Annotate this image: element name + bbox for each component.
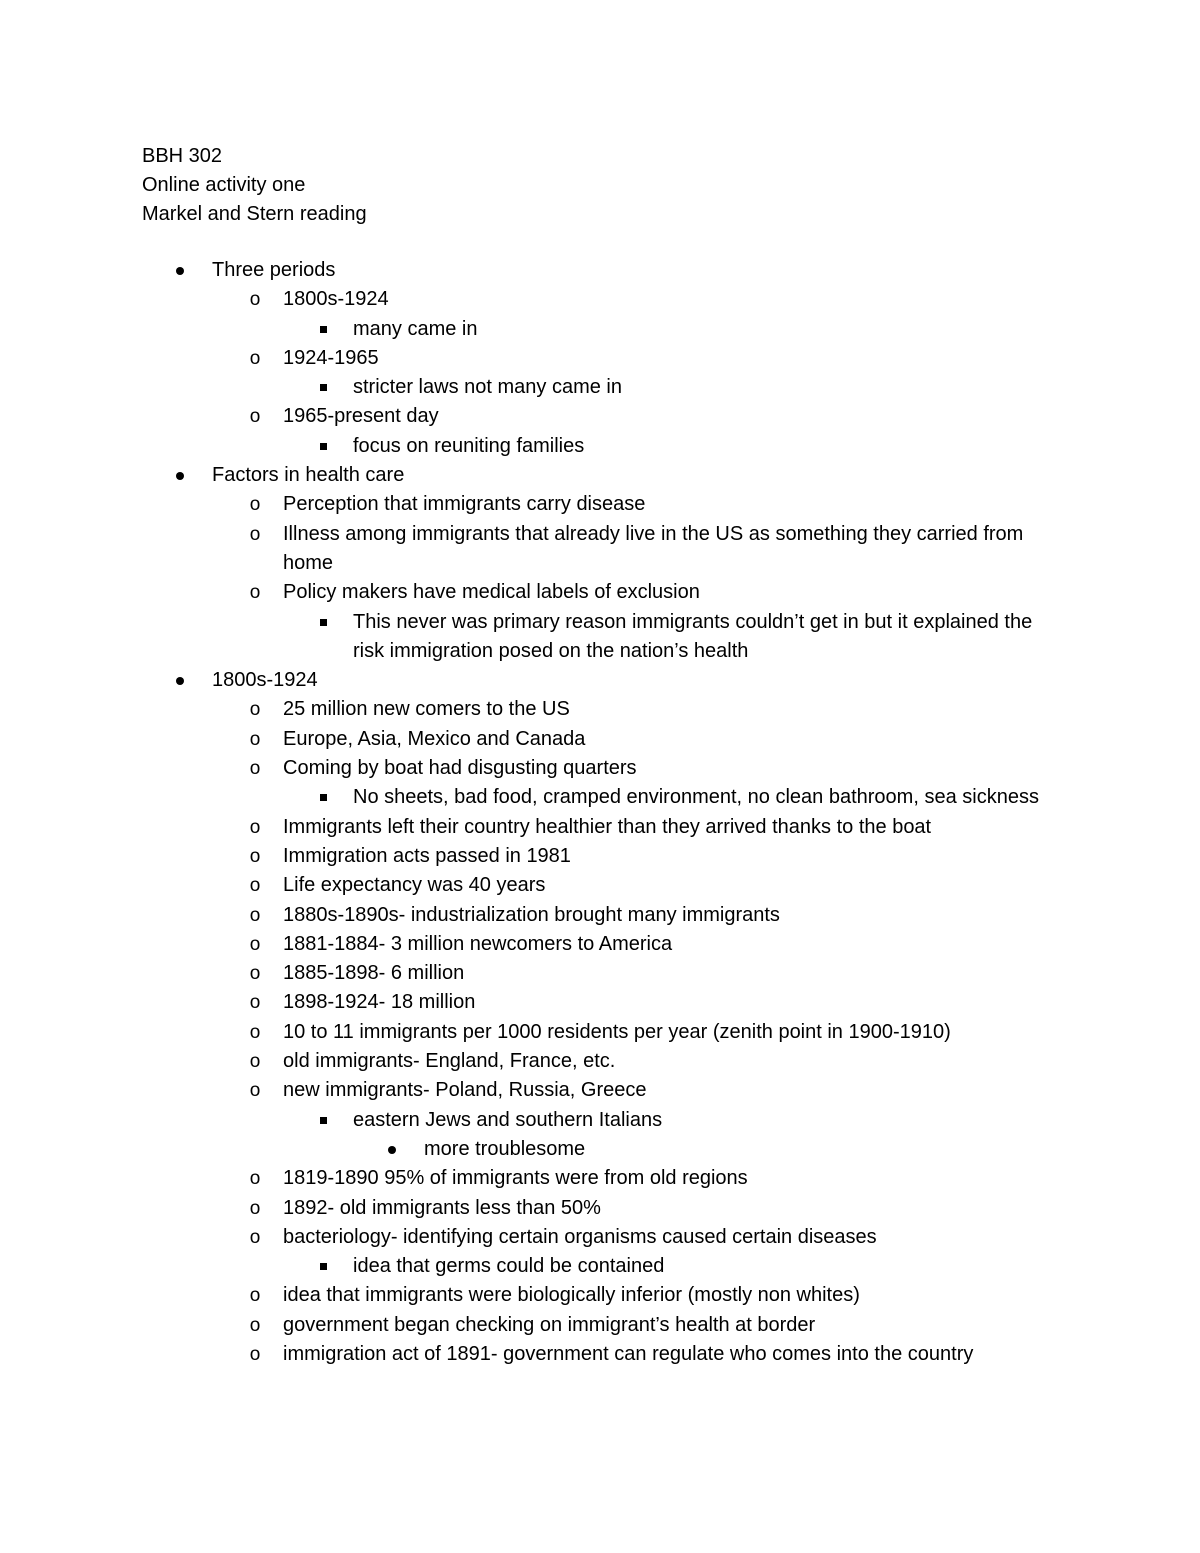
outline-item-text: Illness among immigrants that already live in the US as something they carried from home — [283, 522, 1024, 574]
outline-item-text: 1819-1890 95% of immigrants were from old regions — [283, 1167, 748, 1190]
bullet-circle-icon: o — [249, 406, 261, 428]
document-header — [142, 142, 367, 229]
outline-item-text: new immigrants- Poland, Russia, Greece — [283, 1079, 647, 1102]
outline-item-level-2 — [0, 988, 1200, 1017]
bullet-dot-icon — [172, 666, 188, 695]
outline-item-level-2 — [0, 344, 1200, 373]
outline-item-text: Coming by boat had disgusting quarters — [283, 757, 637, 780]
outline-item-text: 1965-present day — [283, 405, 439, 428]
bullet-circle-icon: o — [249, 816, 261, 838]
bullet-circle-icon: o — [249, 1051, 261, 1073]
bullet-dot-icon — [172, 461, 188, 490]
outline-item-text: 1885-1898- 6 million — [283, 962, 465, 985]
outline-item-text: 1880s-1890s- industrialization brought many immigrants — [283, 903, 780, 926]
outline-item-level-2 — [0, 813, 1200, 842]
outline-item-level-2 — [0, 1047, 1200, 1076]
outline-item-level-2 — [0, 578, 1200, 607]
outline-item-text: idea that germs could be contained — [353, 1255, 665, 1278]
outline-item-text: 1800s-1924 — [212, 669, 318, 692]
bullet-circle-icon: o — [249, 875, 261, 897]
outline-item-level-2 — [0, 959, 1200, 988]
bullet-circle-icon: o — [249, 1168, 261, 1190]
outline-item-level-2 — [0, 402, 1200, 431]
outline-item-text: Perception that immigrants carry disease — [283, 493, 646, 516]
bullet-circle-icon: o — [249, 904, 261, 926]
outline-item-text: government began checking on immigrant’s health at border — [283, 1313, 816, 1336]
outline-item-text: Immigration acts passed in 1981 — [283, 844, 571, 867]
bullet-circle-icon: o — [249, 1285, 261, 1307]
bullet-circle-icon: o — [249, 933, 261, 955]
outline-item-text: 1892- old immigrants less than 50% — [283, 1196, 601, 1219]
outline-item-level-1 — [0, 666, 1200, 695]
outline-item-level-2 — [0, 871, 1200, 900]
notes-outline — [0, 256, 1200, 1369]
bullet-dot-icon — [172, 256, 188, 285]
outline-item-text: 1800s-1924 — [283, 288, 389, 311]
bullet-circle-icon: o — [249, 758, 261, 780]
outline-item-level-2 — [0, 1018, 1200, 1047]
outline-item-level-2 — [0, 754, 1200, 783]
bullet-circle-icon: o — [249, 1197, 261, 1219]
bullet-circle-icon: o — [249, 1343, 261, 1365]
bullet-square-icon — [316, 1106, 330, 1135]
outline-item-level-2 — [0, 725, 1200, 754]
outline-item-text: Life expectancy was 40 years — [283, 874, 546, 897]
course-code: BBH 302 — [142, 145, 223, 167]
outline-item-level-2 — [0, 490, 1200, 519]
bullet-dot-icon — [384, 1135, 400, 1164]
bullet-circle-icon: o — [249, 1226, 261, 1248]
bullet-square-icon — [316, 1252, 330, 1281]
outline-item-text: old immigrants- England, France, etc. — [283, 1050, 616, 1073]
outline-item-level-3 — [0, 1252, 1200, 1281]
outline-item-text: immigration act of 1891- government can regulate who comes into the country — [283, 1342, 974, 1365]
bullet-square-icon — [316, 315, 330, 344]
outline-item-level-2 — [0, 901, 1200, 930]
bullet-circle-icon: o — [249, 963, 261, 985]
bullet-square-icon — [316, 432, 330, 461]
outline-item-text: Europe, Asia, Mexico and Canada — [283, 727, 586, 750]
outline-item-level-2 — [0, 520, 1200, 579]
bullet-circle-icon: o — [249, 523, 261, 545]
outline-item-text: focus on reuniting families — [353, 434, 585, 457]
bullet-circle-icon: o — [249, 1080, 261, 1102]
outline-item-level-1 — [0, 256, 1200, 285]
bullet-square-icon — [316, 608, 330, 637]
reading-title: Markel and Stern reading — [142, 203, 367, 225]
outline-item-text: idea that immigrants were biologically inferior (mostly non whites) — [283, 1284, 860, 1307]
outline-item-text: 1881-1884- 3 million newcomers to America — [283, 932, 673, 955]
outline-item-text: 25 million new comers to the US — [283, 698, 570, 721]
outline-item-text: No sheets, bad food, cramped environment, no clean bathroom, sea sickness — [353, 786, 1039, 809]
outline-item-text: many came in — [353, 317, 478, 340]
outline-item-text: eastern Jews and southern Italians — [353, 1108, 663, 1131]
outline-item-level-1 — [0, 461, 1200, 490]
activity-title: Online activity one — [142, 174, 306, 196]
outline-item-level-2 — [0, 1076, 1200, 1105]
outline-item-text: stricter laws not many came in — [353, 376, 622, 399]
outline-item-level-2 — [0, 1194, 1200, 1223]
outline-item-text: 1898-1924- 18 million — [283, 991, 476, 1014]
outline-item-level-2 — [0, 1281, 1200, 1310]
outline-item-level-3 — [0, 608, 1200, 667]
outline-item-level-3 — [0, 373, 1200, 402]
outline-item-level-2 — [0, 842, 1200, 871]
bullet-circle-icon: o — [249, 494, 261, 516]
bullet-circle-icon: o — [249, 347, 261, 369]
outline-item-level-3 — [0, 1106, 1200, 1135]
outline-item-text: Immigrants left their country healthier than they arrived thanks to the boat — [283, 815, 932, 838]
outline-item-text: Policy makers have medical labels of exclusion — [283, 581, 700, 604]
outline-item-level-2 — [0, 1164, 1200, 1193]
bullet-circle-icon: o — [249, 728, 261, 750]
outline-item-level-2 — [0, 1311, 1200, 1340]
outline-item-level-2 — [0, 1340, 1200, 1369]
bullet-circle-icon: o — [249, 289, 261, 311]
outline-item-level-2 — [0, 1223, 1200, 1252]
bullet-square-icon — [316, 783, 330, 812]
outline-item-text: Three periods — [212, 259, 336, 281]
bullet-circle-icon: o — [249, 699, 261, 721]
outline-item-level-2 — [0, 695, 1200, 724]
outline-item-text: This never was primary reason immigrants couldn’t get in but it explained the risk immigration posed on the nation’s health — [353, 610, 1033, 662]
outline-item-text: Factors in health care — [212, 464, 405, 487]
outline-item-text: 1924-1965 — [283, 346, 379, 369]
outline-item-text: bacteriology- identifying certain organisms caused certain diseases — [283, 1225, 877, 1248]
outline-item-level-3 — [0, 783, 1200, 812]
bullet-circle-icon: o — [249, 582, 261, 604]
outline-item-level-3 — [0, 315, 1200, 344]
outline-item-level-2 — [0, 285, 1200, 314]
bullet-circle-icon: o — [249, 1314, 261, 1336]
outline-item-text: more troublesome — [424, 1137, 586, 1160]
outline-item-text: 10 to 11 immigrants per 1000 residents per year (zenith point in 1900-1910) — [283, 1020, 951, 1043]
bullet-circle-icon: o — [249, 992, 261, 1014]
outline-item-level-3 — [0, 432, 1200, 461]
bullet-circle-icon: o — [249, 1021, 261, 1043]
bullet-square-icon — [316, 373, 330, 402]
outline-item-level-2 — [0, 930, 1200, 959]
bullet-circle-icon: o — [249, 845, 261, 867]
outline-item-level-4 — [0, 1135, 1200, 1164]
